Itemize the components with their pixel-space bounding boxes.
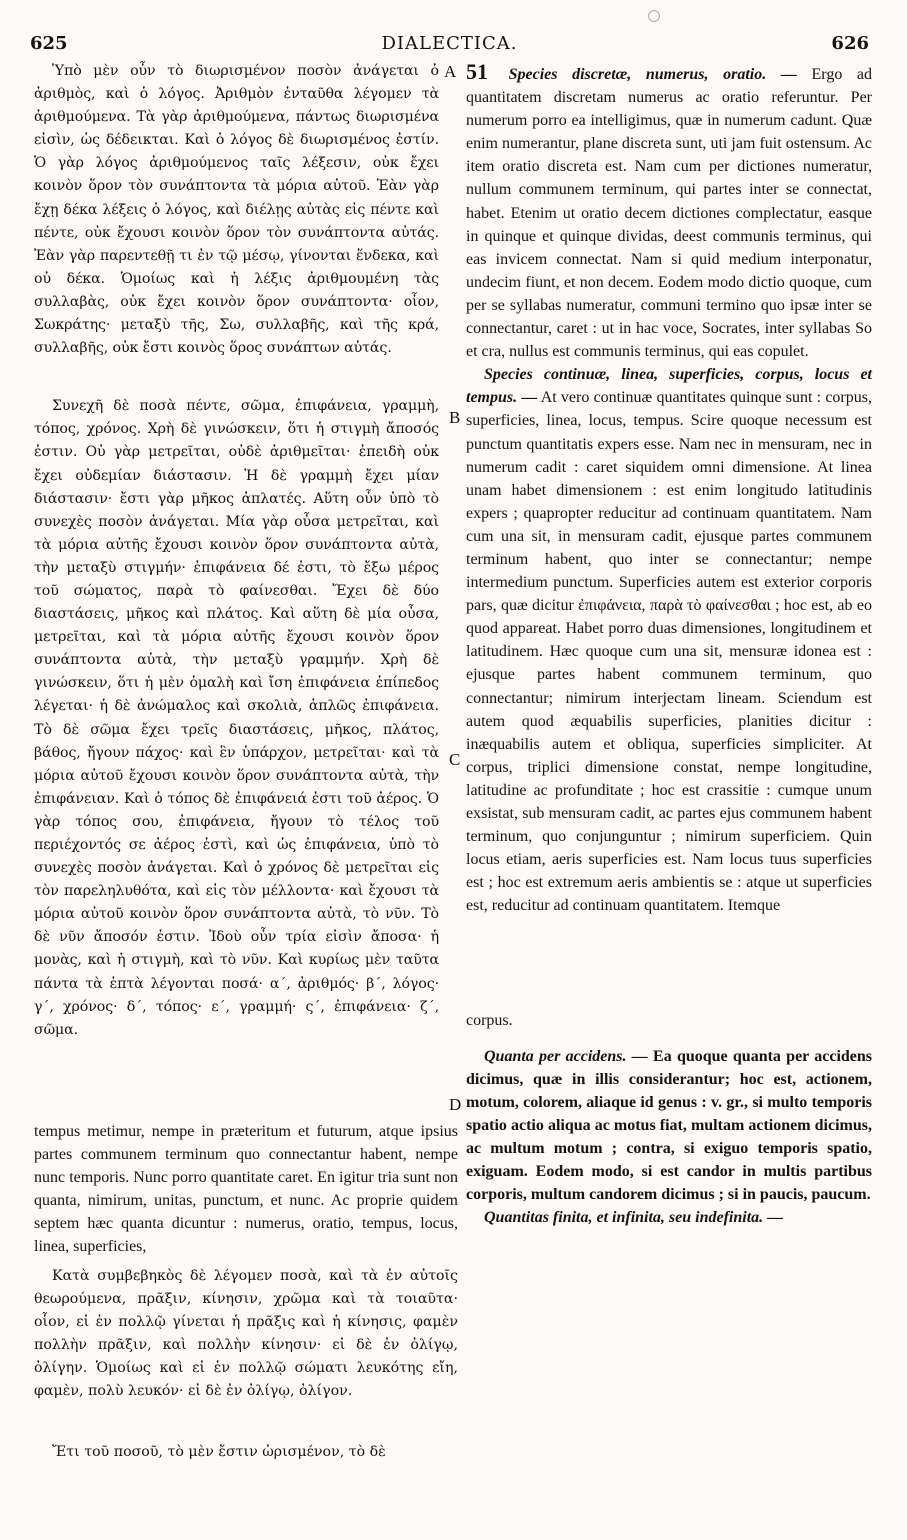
greek-paragraph-1: Ὑπὸ μὲν οὖν τὸ διωρισμένον ποσὸν ἀνάγεται ὁ ἀριθμὸς, καὶ ὁ λόγος. Ἀριθμὸν ἐνταῦθα λέγομεν τὰ ἀριθμούμενα. Τὰ γὰρ ἀριθμούμενα, πάντως διωρισμένα εἰσὶν, ὡς δέδεικται. Καὶ ὁ λόγος δὲ διωρισμένος ἐστίν. Ὁ γὰρ λόγος ἀριθμούμενος ταῖς λέξεσιν, οὐκ ἔχει κοινὸν ὅρον τὸν συνάπτοντα τὰ μόρια αὐτοῦ. Ἐὰν γὰρ ἔχῃ δέκα λέξεις ὁ λόγος, καὶ διέλῃς αὐτὰς εἰς πέντε καὶ πέντε, οὐκ ἔχουσι κοινὸν ὅρον τὸν συνάπτοντα αὐτάς. Ἐὰν γὰρ παρεντεθῇ τι ἐν τῷ μέσῳ, γίνονται ἕνδεκα, καὶ οὐ δέκα. Ὁμοίως καὶ ἡ λέξις ἀριθμουμένη τὰς συλλαβὰς, οὐκ ἔχει κοινὸν ὅρον συνάπτοντα· οἷον, Σωκράτης· μεταξὺ τῆς, Σω, συλλαβῆς, καὶ τῆς κρά, συλλαβῆς, οὐκ ἔστι κοινὸς ὅρος συνάπτων αὐτάς. — [34, 63, 439, 357]
greek-paragraph-2: Συνεχῆ δὲ ποσὰ πέντε, σῶμα, ἐπιφάνεια, γραμμὴ, τόπος, χρόνος. Χρὴ δὲ γινώσκειν, ὅτι ἡ στιγμὴ ἄποσός ἐστιν. Οὐ γὰρ μετρεῖται, οὐδὲ ἀριθμεῖται· ἐπειδὴ οὐκ ἔχει οὐδεμίαν διάστασιν. Ἡ δὲ γραμμὴ ἔχει μίαν διάστασιν· ἔστι γὰρ μῆκος ἀπλατές. Αὕτη οὖν ὑπὸ τὸ συνεχὲς ποσὸν ἀνάγεται. Μία γὰρ οὖσα μετρεῖται, καὶ τὰ μόρια αὐτῆς ἔχουσι κοινὸν ὅρον συνάπτοντα αὐτὰ, τὴν μεταξὺ στιγμήν· ἐπιφάνεια δέ ἐστι, τὸ ἔξω μέρος τοῦ σώματος, παρὰ τὸ φαίνεσθαι. Ἔχει δὲ δύο διαστάσεις, μῆκος καὶ πλάτος. Καὶ αὕτη δὲ μία οὖσα, μετρεῖται, καὶ τὰ μόρια αὐτῆς ἔχουσι κοινὸν ὅρον συνάπτοντα αὐτὰ, τὴν μεταξὺ γραμμήν. Χρὴ δὲ γινώσκειν, ὅτι ἡ μὲν ὁμαλὴ καὶ ἴση ἐπιφάνεια ἐπίπεδος λέγεται· ἡ δὲ ἀνώμαλος καὶ σκολιὰ, ἁπλῶς ἐπιφάνεια. Τὸ δὲ σῶμα ἔχει τρεῖς διαστάσεις, μῆκος, πλάτος, βάθος, ἤγουν πάχος· καὶ ἓν ὑπάρχον, μετρεῖται· καὶ τὰ μόρια αὐτοῦ ἔχουσι κοινὸν ὅρον συνάπτοντα αὐτὰ, τὴν ἐπιφάνειαν. Καὶ ὁ τόπος δὲ ἐπιφάνειά ἐστι τοῦ ἀέρος. Ὁ γὰρ τόπος σου, ἐπιφάνεια, ἤγουν τὸ τέλος τοῦ περιέχοντός σε ἀέρος ἐστὶ, καὶ ὡς ἐπιφάνεια, ὑπὸ τὸ συνεχὲς ποσὸν ἀνάγεται. Καὶ ὁ χρόνος δὲ μετρεῖται εἰς τὸν παρεληλυθότα, καὶ εἰς τὸν μέλλοντα· καὶ ἔχουσι τὰ μόρια αὐτοῦ κοινὸν ὅρον συνάπτοντα αὐτὰ, τὸ νῦν. Τὸ δὲ νῦν ἄποσόν ἐστιν. Ἰδοὺ οὖν τρία εἰσὶν ἄποσα· ἡ μονὰς, καὶ ἡ στιγμὴ, καὶ τὸ νῦν. Καὶ κυρίως μὲν ταῦτα πάντα τὰ ἑπτὰ λέγονται ποσά· α΄, ἀριθμός· β΄, λόγος· γ΄, χρόνος· δ΄, τόπος· ε΄, γραμμή· ς΄, ἐπιφάνεια· ζ΄, σῶμα. — [34, 398, 439, 1038]
latin-paragraph-4 — [466, 1206, 872, 1229]
running-header — [30, 33, 869, 59]
latin-paragraph-3 — [466, 1045, 872, 1207]
latin-text-1: Ergo ad quantitatem discretam numerus ac oratio referuntur. Per numerum porro ea intelligimus, quæ in numerum cadunt. Quæ enim numerantur, plane discreta sunt, uti jam fuit ostensum. Ac item oratio discreta est. Nam cum per dictiones numeratur, nullum communem terminum, qui partes inter se connectat, habet. Etenim ut oratio decem dictiones complectatur, easque in quinque et quinque dividas, deest communis terminus, qui eas invicem connectat. Nam si quid medium interponatur, undecim fiunt, et non decem. Eodem modo dictio quoque, cum per se syllabas numeratur, communi termino quo ipsæ inter se connectantur, caret : ut in hac voce, Socrates, inter syllabas So et cra, nullus est communis terminus, qui eas copulet. — [466, 66, 873, 361]
greek-column — [34, 60, 439, 1042]
latin-text-2: At vero continuæ quantitates quinque sunt : corpus, superficies, linea, locus, tempus. Scire quoque necessum est punctum quantitatis expers esse. Nam nec in mensuram, nec in numerum cadit : caret siquidem omni dimensione. At linea unam habet dimensionem : est enim longitudo latitudinis expers ; quapropter reducitur ad continuam quantitatem. Nam cum una sit, in mensuram cadit, ejusque partes communem terminum habent, quo inter se connectantur; nempe intermedium punctum. Superficies autem est exterior corporis pars, quæ dicitur ἐπιφάνεια, παρὰ τὸ φαίνεσθαι ; hoc est, ab eo quod appareat. Habet porro duas dimensiones, longitudinem et latitudinem. Hæc quoque cum una sit, mensuræ idonea est : ejusque partes habent communem terminum, quo connectantur; nimirum interjectam lineam. Sciendum est autem quod æquabilis superficies, planities dicitur : inæquabilis autem et obliqua, superficies simpliciter. At corpus, triplici dimensione constat, nempe longitudine, latitudine ac profunditate ; hoc est crassitie : cumque unum exsistat, sub mensuram cadit, ac partes ejus communem habent terminum, quo conjunguntur ; nimirum superficiem. Quin locus etiam, aeris superficies est. Nam locus tuus superficies est ; hoc est extremum aeris ambientis se : atque ut superficies est, reducitur ad continuam quantitatem. Itemque — [466, 389, 872, 915]
latin-text-3: Ea quoque quanta per accidens dicimus, quæ in illis considerantur; hoc est, actionem, motum, colorem, aliaque id genus : v. gr., si multo temporis spatio actio aliqua ac motus fiat, multam actionem dicimus, ac multum motum ; contra, si exiguo temporis spatio, exiguam. Eodem modo, si est candor in multis partibus corporis, multum candorem dicimus ; si in paucis, paucum. — [466, 1047, 873, 1204]
latin-heading-3: Quanta per accidens. — — [484, 1047, 648, 1065]
stamp-mark — [648, 10, 660, 22]
greek-paragraph-3: Κατὰ συμβεβηκὸς δὲ λέγομεν ποσὰ, καὶ τὰ ἐν αὐτοῖς θεωρούμενα, πρᾶξιν, κίνησιν, χρῶμα καὶ τὰ τοιαῦτα· οἷον, εἰ ἐν πολλῷ γίνεται ἡ πρᾶξις καὶ ἡ κίνησις, φαμὲν πολλὴν πρᾶξιν, καὶ πολλὴν κίνησιν· εἰ δὲ ἐν ὀλίγῳ, ὀλίγην. Ὁμοίως καὶ εἰ ἐν πολλῷ σώματι λευκότης εἴη, φαμὲν, πολὺ λευκόν· εἰ δὲ ἐν ὀλίγῳ, ὀλίγον. — [34, 1267, 458, 1400]
latin-paragraph-2-continued: tempus metimur, nempe in præteritum et futurum, atque ipsius partes communem terminum quo connectantur habent, nempe nunc temporis. Nunc porro quantitate caret. En igitur tria sunt non quanta, nimirum, unitas, punctum, et nunc. Ac proprie quidem septem hæc quanta dicuntur : numerus, oratio, tempus, locus, linea, superficies, — [34, 1123, 458, 1256]
margin-letter-d: D — [449, 1095, 462, 1114]
margin-letter-a: A — [444, 62, 457, 81]
latin-heading-4: Quantitas finita, et infinita, seu indefinita. — — [484, 1209, 784, 1227]
running-title: DIALECTICA. — [381, 33, 518, 54]
latin-paragraph-2 — [466, 363, 872, 917]
latin-paragraph-1 — [466, 60, 872, 363]
page-number-right: 626 — [831, 33, 869, 54]
latin-column — [466, 60, 872, 1229]
margin-letter-c: C — [449, 750, 461, 769]
latin-wide-continuation — [34, 1120, 458, 1464]
margin-letter-b: B — [449, 408, 461, 427]
latin-paragraph-2-end: corpus. — [466, 1012, 513, 1030]
page-number-left: 625 — [30, 33, 68, 54]
latin-heading-2: Species continuæ, linea, superficies, corpus, locus et tempus. — — [466, 366, 872, 407]
latin-heading-1: Species discretæ, numerus, oratio. — — [508, 66, 797, 83]
greek-paragraph-4: Ἔτι τοῦ ποσοῦ, τὸ μὲν ἔστιν ὡρισμένον, τὸ δὲ — [52, 1444, 386, 1461]
section-number: 51 — [466, 59, 488, 84]
